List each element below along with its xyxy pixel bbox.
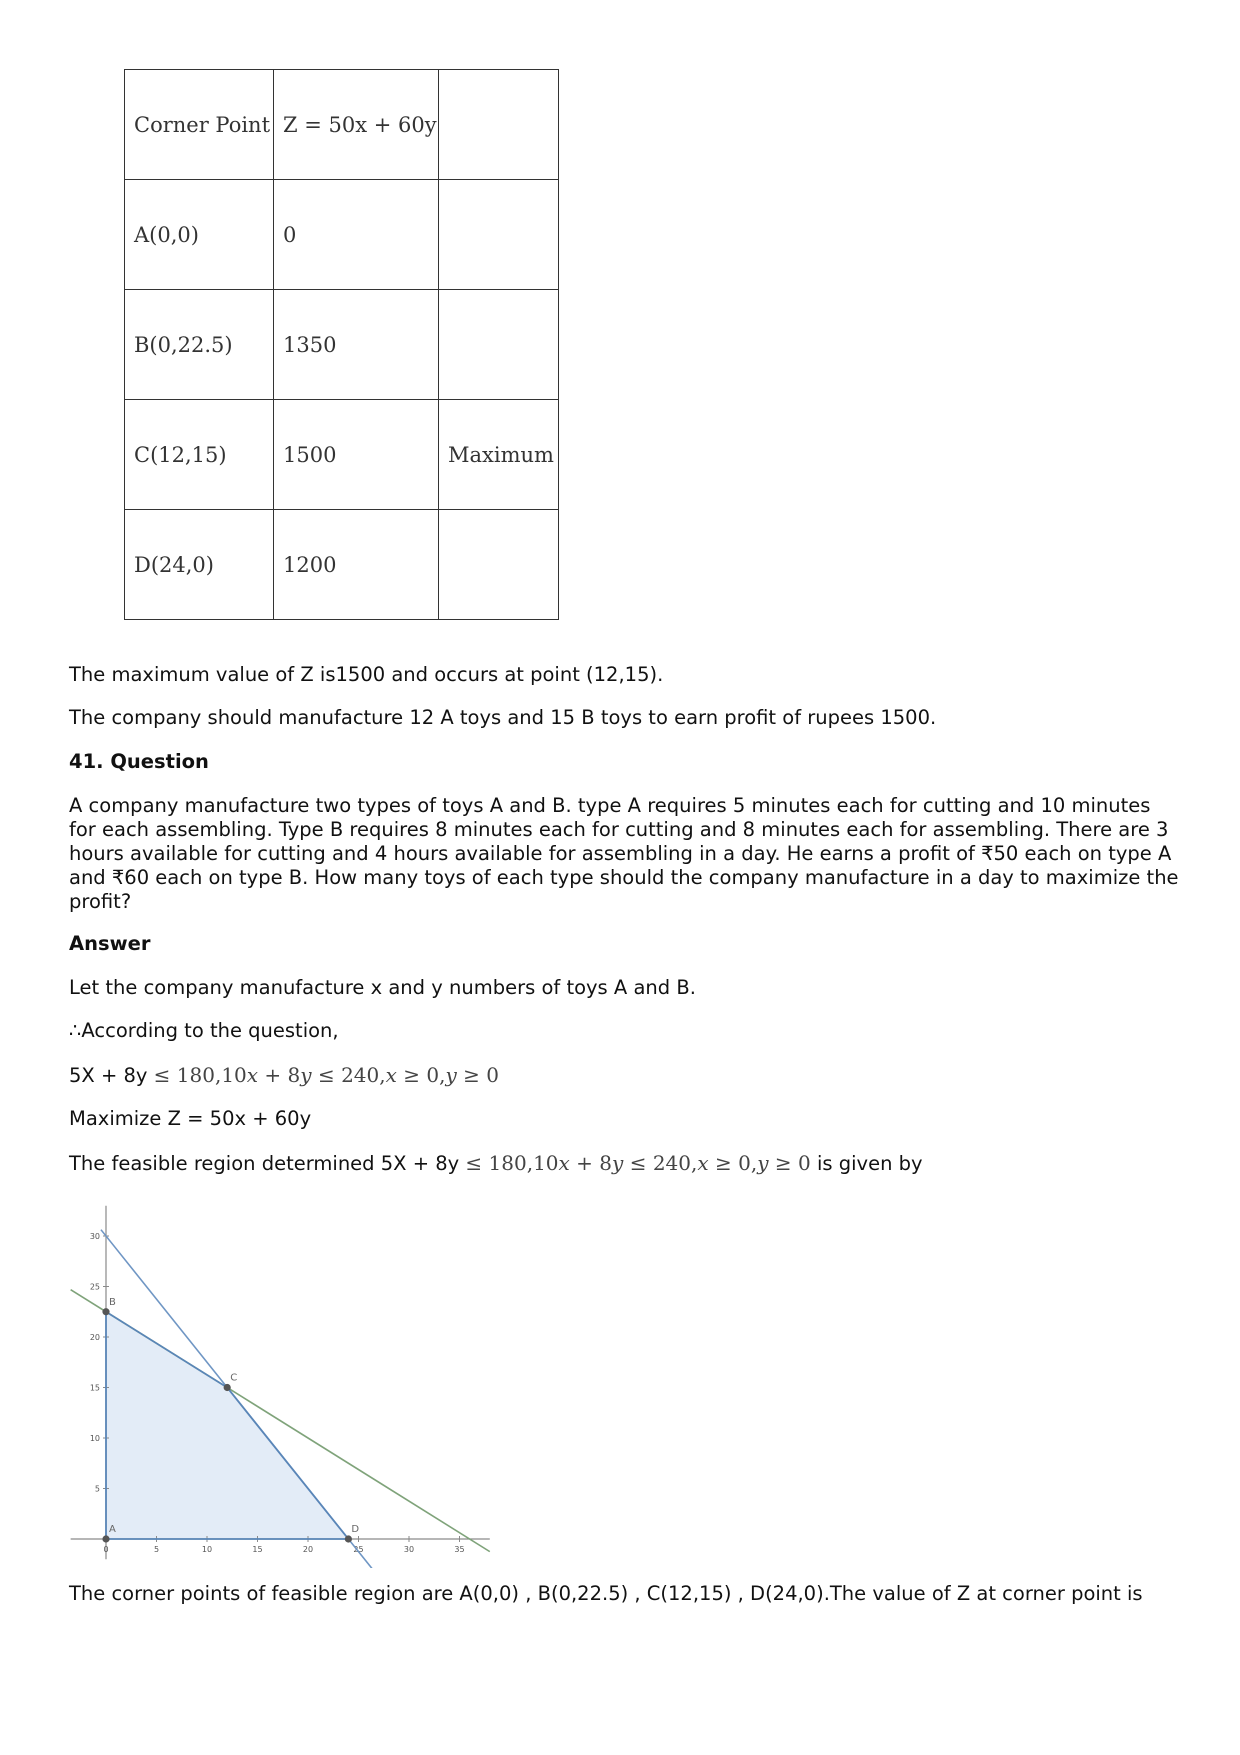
table-cell: 1200 [274, 510, 439, 620]
y-tick-label: 15 [89, 1383, 100, 1393]
table-cell [439, 180, 559, 290]
table-row [125, 510, 559, 620]
x-tick-label: 25 [353, 1545, 364, 1554]
y-tick-label: 10 [89, 1434, 100, 1443]
table-row [125, 290, 559, 400]
corner-point-label: A [109, 1524, 116, 1535]
question-text: A company manufacture two types of toys A and B. type A requires 5 minutes each for cutting and 10 minutes for each assembling. Type B requires 8 minutes each for cutting and 8 minutes each for assembling. There are 3 hours available for cutting and 4 hours available for assembling in a day. He earns a profit of ₹50 each on type A and ₹60 each on type B. How many toys of each type should the company manufacture in a day to maximize the profit? [69, 794, 1179, 913]
feasible-prefix: The feasible region determined 5X + 8y [69, 1152, 460, 1175]
table-cell: A(0,0) [125, 180, 274, 290]
table-header-row [125, 70, 559, 180]
table-cell: 1500 [274, 400, 439, 510]
y-tick-label: 20 [89, 1333, 100, 1342]
table-cell: 0 [274, 180, 439, 290]
corner-point-b [102, 1308, 109, 1315]
corner-point-label: D [351, 1524, 360, 1535]
table-cell: D(24,0) [125, 510, 274, 620]
feasible-math: ≤ 180,10x + 8y ≤ 240,x ≥ 0,y ≥ 0 [465, 1151, 811, 1175]
corner-point-label: B [109, 1296, 116, 1308]
corner-point-d [345, 1535, 352, 1542]
x-tick-label: 15 [252, 1545, 263, 1554]
table-row [125, 400, 559, 510]
x-tick-label: 5 [153, 1545, 160, 1554]
y-tick-label: 25 [89, 1282, 100, 1292]
x-tick-label: 30 [403, 1545, 415, 1554]
x-tick-label: 10 [201, 1545, 213, 1554]
constraint-math: ≤ 180,10x + 8y ≤ 240,x ≥ 0,y ≥ 0 [153, 1063, 500, 1087]
feasible-region [106, 1312, 348, 1539]
table-cell: 1350 [274, 290, 439, 400]
y-tick-label: 30 [89, 1232, 100, 1241]
x-tick-label: 35 [454, 1545, 465, 1554]
x-tick-label: 0 [103, 1545, 109, 1554]
constraint-prefix: 5X + 8y [69, 1064, 148, 1087]
table-cell: Maximum [439, 400, 559, 510]
corner-point-table [124, 69, 559, 620]
corner-point-a [102, 1535, 109, 1542]
max-value-text: The maximum value of Z is1500 and occurs at point (12,15). [69, 663, 664, 686]
y-tick-label: 5 [94, 1484, 100, 1494]
table-row [125, 180, 559, 290]
table-cell [439, 290, 559, 400]
table-cell: Corner Point [125, 70, 274, 180]
question-heading: 41. Question [69, 750, 209, 773]
maximize-text: Maximize Z = 50x + 60y [69, 1107, 312, 1130]
corner-points-text: The corner points of feasible region are A(0,0) , B(0,22.5) , C(12,15) , D(24,0).The value of Z at corner point is [69, 1582, 1143, 1605]
x-tick-label: 20 [302, 1545, 314, 1554]
corner-point-label: C [230, 1372, 238, 1384]
according-text: ∴According to the question, [69, 1019, 339, 1042]
table-cell [439, 510, 559, 620]
table-cell: Z = 50x + 60y [274, 70, 439, 180]
constraint-line [69, 1063, 499, 1088]
corner-point-c [224, 1384, 231, 1391]
feasible-region-graph [66, 1196, 496, 1568]
conclusion-text: The company should manufacture 12 A toys and 15 B toys to earn profit of rupees 1500. [69, 706, 937, 729]
feasible-line [69, 1151, 923, 1176]
let-text: Let the company manufacture x and y numbers of toys A and B. [69, 976, 696, 999]
table-cell [439, 70, 559, 180]
table-cell: B(0,22.5) [125, 290, 274, 400]
table-cell: C(12,15) [125, 400, 274, 510]
answer-heading: Answer [69, 932, 151, 955]
feasible-suffix: is given by [810, 1152, 923, 1175]
